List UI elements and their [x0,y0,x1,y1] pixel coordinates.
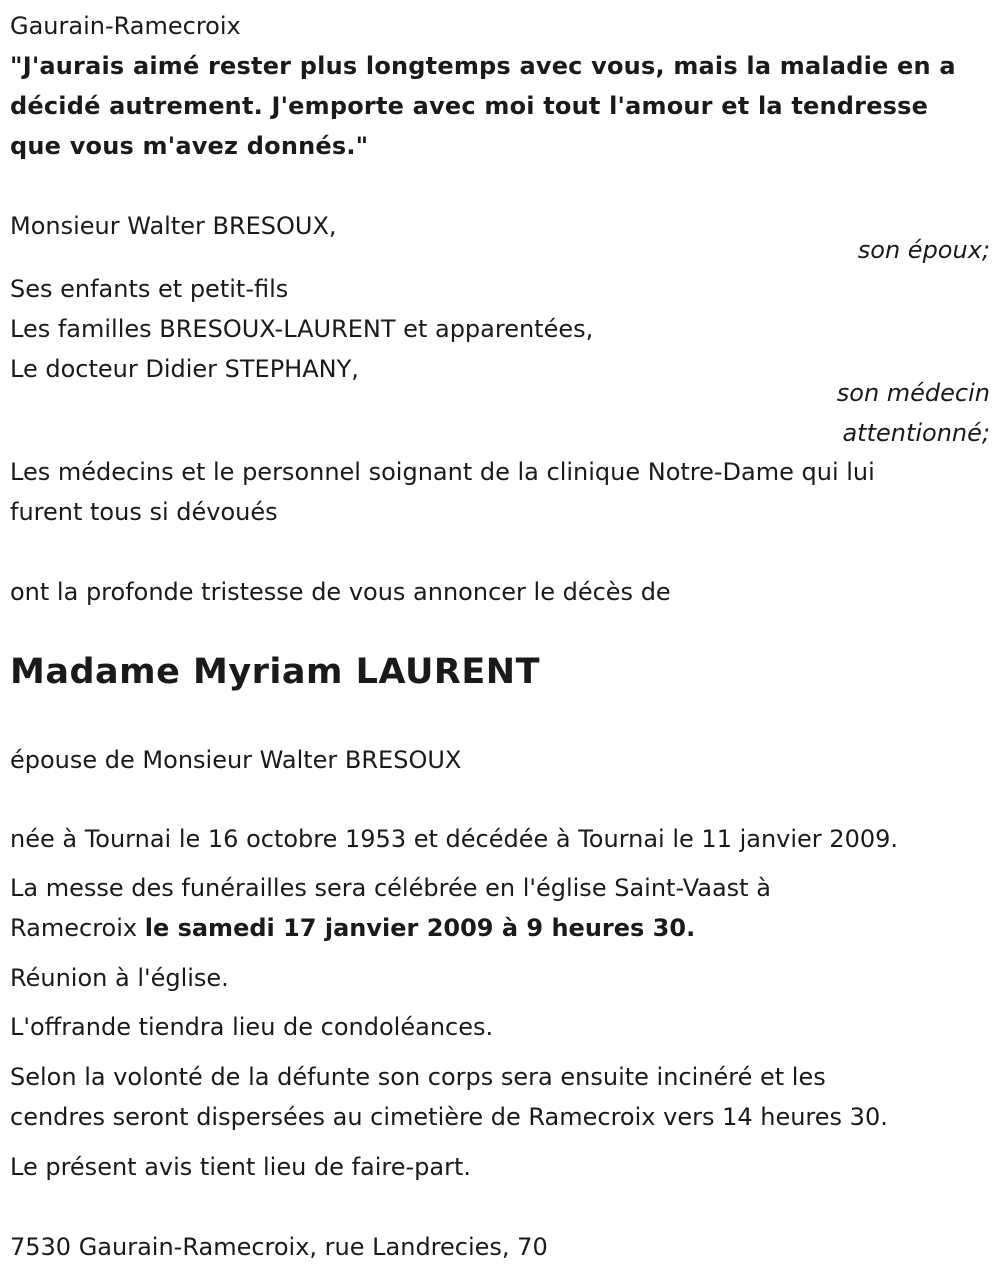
header-location: Gaurain-Ramecroix [10,12,241,40]
deceased-name: Madame Myriam LAURENT [10,652,540,692]
doctor-name: Le docteur Didier STEPHANY, [10,355,359,383]
meeting-line: Réunion à l'église. [10,964,229,992]
mass-line-2 [10,908,695,948]
address-line: 7530 Gaurain-Ramecroix, rue Landrecies, 70 [10,1233,548,1261]
announcement-line: ont la profonde tristesse de vous annoncer le décès de [10,578,671,606]
offering-line: L'offrande tiendra lieu de condoléances. [10,1013,494,1041]
cremation-line-2: cendres seront dispersées au cimetière de Ramecroix vers 14 heures 30. [10,1103,888,1131]
spouse-name: Monsieur Walter BRESOUX, [10,212,337,240]
clinic-line-1: Les médecins et le personnel soignant de la clinique Notre-Dame qui lui [10,458,875,486]
spouse-role: son époux; [857,236,990,264]
families-line: Les familles BRESOUX-LAURENT et apparentées, [10,315,594,343]
clinic-line-2: furent tous si dévoués [10,498,278,526]
notice-line: Le présent avis tient lieu de faire-part. [10,1153,472,1181]
doctor-role-line-2: attentionné; [842,419,990,447]
quote-line-1: "J'aurais aimé rester plus longtemps avec vous, mais la maladie en a [10,52,956,80]
mass-date-time: le samedi 17 janvier 2009 à 9 heures 30. [144,914,696,942]
children-line: Ses enfants et petit-fils [10,275,289,303]
spouse-of-line: épouse de Monsieur Walter BRESOUX [10,746,462,774]
cremation-line-1: Selon la volonté de la défunte son corps sera ensuite incinéré et les [10,1063,826,1091]
doctor-role-line-1: son médecin [836,379,990,407]
mass-line-2-prefix: Ramecroix [10,914,145,942]
quote-line-3: que vous m'avez donnés." [10,132,369,160]
quote-line-2: décidé autrement. J'emporte avec moi tout l'amour et la tendresse [10,92,929,120]
birth-death-line: née à Tournai le 16 octobre 1953 et décédée à Tournai le 11 janvier 2009. [10,825,899,853]
mass-line-1: La messe des funérailles sera célébrée en l'église Saint-Vaast à [10,874,771,902]
